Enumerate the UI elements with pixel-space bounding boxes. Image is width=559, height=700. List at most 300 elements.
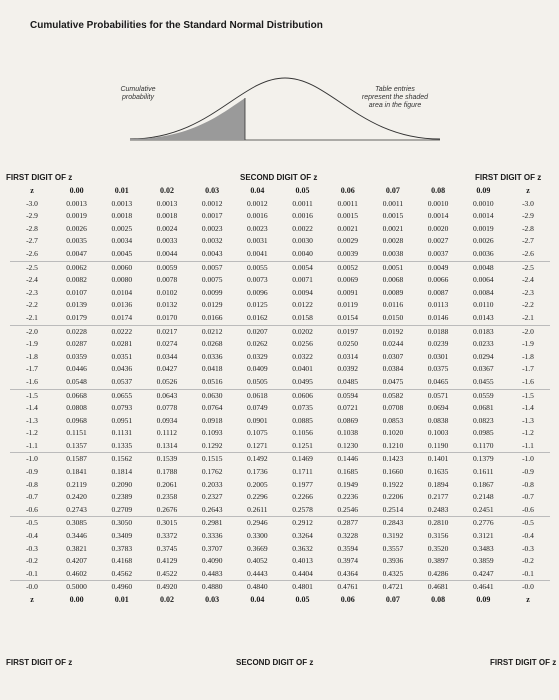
probability-cell: 0.0197 [337,326,359,336]
column-header: 0.03 [205,186,220,195]
probability-cell: 0.0154 [325,312,370,325]
probability-cell: 0.0036 [461,248,506,261]
probability-cell: 0.0384 [382,364,404,374]
probability-cell: 0.0287 [66,339,87,349]
z-value-cell: -1.4 [26,403,38,413]
z-value-cell: -0.6 [10,504,54,517]
column-footer: 0.00 [69,595,84,604]
probability-cell: 0.0721 [337,403,359,413]
probability-cell: 0.1611 [473,467,494,477]
table-row [10,415,550,428]
probability-cell: 0.0017 [201,211,223,221]
probability-cell: 0.0037 [416,248,461,261]
table-row [10,555,550,568]
z-value-cell-right: -3.0 [522,198,534,208]
probability-cell: 0.0294 [473,351,494,361]
probability-cell: 0.1335 [99,440,144,453]
probability-cell: 0.0465 [416,376,461,389]
probability-cell: 0.2296 [247,492,268,502]
probability-cell: 0.0764 [201,403,223,413]
probability-cell: 0.2709 [99,504,144,517]
column-footer: 0.05 [295,595,310,604]
probability-cell: 0.0060 [111,262,133,272]
table-row [10,299,550,312]
probability-cell: 0.1660 [382,467,404,477]
probability-cell: 0.0217 [156,326,178,336]
probability-cell: 0.0901 [247,415,268,425]
probability-cell: 0.0359 [66,351,87,361]
probability-cell: 0.0084 [473,287,494,297]
probability-cell: 0.0043 [190,248,235,261]
probability-cell: 0.4761 [337,582,359,592]
z-value-cell-right: -0.0 [522,582,534,592]
z-value-cell: -2.0 [26,326,38,336]
z-value-cell-right: -2.2 [522,300,534,310]
probability-cell: 0.0013 [156,198,178,208]
probability-cell: 0.2236 [337,492,359,502]
z-column-footer-right: z [526,595,530,604]
z-value-cell-right: -2.0 [522,326,534,336]
z-value-cell: -2.9 [26,211,38,221]
probability-cell: 0.1038 [337,428,359,438]
probability-cell: 0.0166 [190,312,235,325]
probability-cell: 0.0708 [382,403,404,413]
probability-cell: 0.0188 [427,326,449,336]
probability-cell: 0.0250 [337,339,359,349]
column-header: 0.07 [385,186,400,195]
probability-cell: 0.0044 [144,248,189,261]
probability-cell: 0.3085 [66,518,87,528]
table-row [10,530,550,543]
probability-cell: 0.0869 [337,415,359,425]
table-row [10,210,550,223]
probability-cell: 0.0091 [337,287,359,297]
z-value-cell-right: -1.5 [522,390,534,400]
probability-cell: 0.0018 [156,211,178,221]
probability-cell: 0.2177 [427,492,449,502]
normal-curve-figure [110,70,450,150]
probability-cell: 0.2119 [66,479,87,489]
z-value-cell-right: -0.4 [522,531,534,541]
probability-cell: 0.0222 [111,326,133,336]
probability-cell: 0.1977 [292,479,313,489]
z-value-cell: -1.7 [26,364,38,374]
column-header: 0.09 [476,186,491,195]
probability-cell: 0.0022 [292,223,313,233]
probability-cell: 0.0301 [427,351,449,361]
z-value-cell-right: -0.7 [522,492,534,502]
z-value-cell: -0.0 [26,582,38,592]
probability-cell: 0.5000 [66,582,87,592]
z-value-cell: -1.1 [10,440,54,453]
probability-cell: 0.4404 [280,568,325,581]
probability-cell: 0.0446 [66,364,87,374]
probability-cell: 0.0233 [473,339,494,349]
probability-cell: 0.0104 [111,287,133,297]
table-row [10,453,550,466]
probability-cell: 0.0020 [427,223,449,233]
column-footer: 0.03 [205,595,220,604]
probability-cell: 0.3557 [382,543,404,553]
column-header: 0.05 [295,186,310,195]
probability-cell: 0.4681 [427,582,449,592]
probability-cell: 0.4920 [156,582,178,592]
probability-cell: 0.1685 [337,467,359,477]
column-footer: 0.01 [114,595,129,604]
probability-cell: 0.0375 [427,364,449,374]
table-row [10,376,550,389]
probability-cell: 0.4840 [247,582,268,592]
probability-cell: 0.0078 [156,275,178,285]
probability-cell: 0.0033 [156,236,178,246]
probability-cell: 0.1251 [280,440,325,453]
probability-cell: 0.0089 [382,287,404,297]
table-row [10,568,550,581]
probability-cell: 0.0143 [461,312,506,325]
probability-cell: 0.2776 [473,518,494,528]
probability-cell: 0.3015 [156,518,178,528]
probability-cell: 0.0427 [156,364,178,374]
probability-cell: 0.1292 [190,440,235,453]
z-value-cell-right: -0.2 [522,556,534,566]
probability-cell: 0.0136 [111,300,133,310]
probability-cell: 0.0075 [201,275,223,285]
probability-cell: 0.0041 [235,248,280,261]
probability-cell: 0.0630 [201,390,223,400]
probability-cell: 0.0281 [111,339,133,349]
probability-cell: 0.0024 [156,223,178,233]
figure-shaded-area [130,98,245,140]
z-value-cell-right: -1.7 [522,364,534,374]
table-row [10,543,550,556]
probability-cell: 0.0174 [99,312,144,325]
z-value-cell-right: -0.9 [522,467,534,477]
z-value-cell-right: -2.6 [506,248,550,261]
first-digit-footer-left: FIRST DIGIT OF z [6,658,73,667]
probability-cell: 0.0071 [292,275,313,285]
probability-cell: 0.1190 [416,440,461,453]
table-row [10,504,550,517]
probability-cell: 0.0116 [382,300,404,310]
table-row [10,248,550,261]
probability-cell: 0.1711 [292,467,313,477]
z-value-cell: -2.8 [26,223,38,233]
probability-cell: 0.0025 [111,223,133,233]
figure-label-right: Table entries represent the shaded area in the figure [361,86,429,109]
column-header: 0.04 [250,186,265,195]
probability-cell: 0.3669 [247,543,268,553]
probability-cell: 0.2981 [201,518,223,528]
probability-cell: 0.2033 [201,479,223,489]
probability-cell: 0.4721 [382,582,404,592]
probability-cell: 0.0559 [473,390,494,400]
probability-cell: 0.0495 [280,376,325,389]
z-value-cell-right: -0.3 [522,543,534,553]
probability-cell: 0.1423 [382,454,404,464]
probability-cell: 0.0918 [201,415,223,425]
probability-cell: 0.0594 [337,390,359,400]
probability-cell: 0.4364 [325,568,370,581]
probability-cell: 0.3192 [382,531,404,541]
probability-cell: 0.0026 [473,236,494,246]
probability-cell: 0.3821 [66,543,87,553]
probability-cell: 0.3300 [247,531,268,541]
probability-cell: 0.1020 [382,428,404,438]
probability-cell: 0.0735 [292,403,313,413]
probability-cell: 0.0392 [337,364,359,374]
probability-cell: 0.0158 [280,312,325,325]
probability-cell: 0.1230 [325,440,370,453]
probability-cell: 0.0162 [235,312,280,325]
probability-cell: 0.0207 [247,326,268,336]
z-value-cell: -0.9 [26,467,38,477]
probability-cell: 0.0015 [382,211,404,221]
z-value-cell-right: -2.3 [522,287,534,297]
probability-cell: 0.0038 [370,248,415,261]
probability-cell: 0.0793 [111,403,133,413]
probability-cell: 0.0014 [473,211,494,221]
probability-cell: 0.0015 [337,211,359,221]
probability-cell: 0.1003 [427,428,449,438]
probability-cell: 0.0012 [201,198,223,208]
z-value-cell: -0.1 [10,568,54,581]
probability-cell: 0.1788 [156,467,178,477]
probability-cell: 0.1841 [66,467,87,477]
probability-cell: 0.0011 [382,198,404,208]
probability-cell: 0.0139 [66,300,87,310]
probability-cell: 0.0052 [337,262,359,272]
probability-cell: 0.0485 [325,376,370,389]
z-column-footer: z [30,595,34,604]
probability-cell: 0.1271 [235,440,280,453]
probability-cell: 0.0034 [111,236,133,246]
probability-cell: 0.0239 [427,339,449,349]
probability-cell: 0.0055 [247,262,268,272]
probability-cell: 0.1170 [461,440,506,453]
probability-cell: 0.1131 [111,428,132,438]
probability-cell: 0.0110 [473,300,494,310]
probability-cell: 0.1210 [370,440,415,453]
probability-cell: 0.2743 [54,504,99,517]
probability-cell: 0.1736 [247,467,268,477]
table-row [10,325,550,338]
probability-cell: 0.3372 [156,531,178,541]
table-row [10,581,550,594]
probability-cell: 0.0096 [247,287,268,297]
probability-cell: 0.0436 [111,364,133,374]
probability-cell: 0.3897 [427,556,449,566]
probability-cell: 0.1587 [66,454,87,464]
probability-cell: 0.4562 [99,568,144,581]
probability-cell: 0.0019 [66,211,87,221]
probability-cell: 0.0681 [473,403,494,413]
probability-cell: 0.0516 [190,376,235,389]
probability-cell: 0.3336 [201,531,223,541]
z-column-header-right: z [526,186,530,195]
column-header: 0.01 [114,186,129,195]
probability-cell: 0.4168 [111,556,133,566]
z-value-cell-right: -2.7 [522,236,534,246]
probability-cell: 0.4207 [66,556,87,566]
probability-cell: 0.2206 [382,492,404,502]
probability-cell: 0.0073 [247,275,268,285]
probability-cell: 0.0082 [66,275,87,285]
probability-cell: 0.0039 [325,248,370,261]
probability-cell: 0.4641 [473,582,494,592]
probability-cell: 0.0032 [201,236,223,246]
z-value-cell-right: -1.4 [522,403,534,413]
probability-cell: 0.0016 [292,211,313,221]
probability-cell: 0.2420 [66,492,87,502]
column-header: 0.02 [159,186,174,195]
z-value-cell: -0.4 [26,531,38,541]
probability-cell: 0.0069 [337,275,359,285]
probability-cell: 0.4522 [144,568,189,581]
probability-cell: 0.4247 [461,568,506,581]
probability-cell: 0.1446 [337,454,359,464]
probability-cell: 0.0080 [111,275,133,285]
probability-cell: 0.3632 [292,543,313,553]
probability-cell: 0.0401 [292,364,313,374]
probability-cell: 0.0838 [427,415,449,425]
probability-cell: 0.4880 [201,582,223,592]
probability-cell: 0.0027 [427,236,449,246]
probability-cell: 0.0057 [201,262,223,272]
probability-cell: 0.1562 [111,454,133,464]
probability-cell: 0.4443 [235,568,280,581]
z-value-cell-right: -1.6 [506,376,550,389]
probability-cell: 0.0336 [201,351,223,361]
probability-cell: 0.0031 [247,236,268,246]
probability-cell: 0.3483 [473,543,494,553]
probability-cell: 0.0582 [382,390,404,400]
probability-cell: 0.0013 [111,198,133,208]
probability-cell: 0.0051 [382,262,404,272]
probability-cell: 0.2483 [416,504,461,517]
probability-cell: 0.0351 [111,351,133,361]
probability-cell: 0.0045 [99,248,144,261]
probability-cell: 0.0968 [66,415,87,425]
probability-cell: 0.0274 [156,339,178,349]
probability-cell: 0.0011 [337,198,358,208]
z-value-cell-right: -1.9 [522,339,534,349]
probability-cell: 0.1401 [427,454,449,464]
probability-cell: 0.3594 [337,543,359,553]
probability-cell: 0.0212 [201,326,223,336]
probability-cell: 0.0329 [247,351,268,361]
probability-cell: 0.0059 [156,262,178,272]
probability-cell: 0.1635 [427,467,449,477]
probability-cell: 0.0367 [473,364,494,374]
probability-cell: 0.1357 [54,440,99,453]
probability-cell: 0.0102 [156,287,178,297]
probability-cell: 0.2546 [325,504,370,517]
probability-cell: 0.3707 [201,543,223,553]
probability-cell: 0.0268 [201,339,223,349]
probability-cell: 0.2810 [427,518,449,528]
table-row [10,466,550,479]
probability-cell: 0.0068 [382,275,404,285]
probability-cell: 0.2611 [235,504,280,517]
probability-cell: 0.0122 [292,300,313,310]
probability-cell: 0.4483 [190,568,235,581]
probability-cell: 0.0029 [337,236,359,246]
probability-cell: 0.0526 [144,376,189,389]
probability-cell: 0.3446 [66,531,87,541]
probability-cell: 0.0537 [99,376,144,389]
z-value-cell-right: -2.9 [522,211,534,221]
probability-cell: 0.1075 [247,428,268,438]
z-value-cell-right: -1.8 [522,351,534,361]
probability-cell: 0.4129 [156,556,178,566]
first-digit-header-right: FIRST DIGIT OF z [475,173,542,182]
probability-cell: 0.0256 [292,339,313,349]
z-value-cell: -1.0 [26,454,38,464]
table-row [10,440,550,453]
probability-cell: 0.0049 [427,262,449,272]
probability-cell: 0.0694 [427,403,449,413]
z-value-cell: -1.2 [26,428,38,438]
table-row [10,363,550,376]
probability-cell: 0.2005 [247,479,268,489]
probability-cell: 0.0418 [201,364,223,374]
probability-cell: 0.0048 [473,262,494,272]
probability-cell: 0.0010 [427,198,449,208]
probability-cell: 0.0064 [473,275,494,285]
probability-cell: 0.0307 [382,351,404,361]
first-digit-header-left: FIRST DIGIT OF z [6,173,73,182]
probability-cell: 0.0262 [247,339,268,349]
probability-cell: 0.0951 [111,415,133,425]
z-value-cell: -0.3 [26,543,38,553]
probability-cell: 0.3264 [292,531,313,541]
probability-cell: 0.0749 [247,403,268,413]
probability-cell: 0.3974 [337,556,359,566]
first-digit-footer-right: FIRST DIGIT OF z [490,658,557,667]
probability-cell: 0.0985 [473,428,494,438]
z-value-cell-right: -1.3 [522,415,534,425]
probability-cell: 0.0643 [156,390,178,400]
z-value-cell-right: -1.2 [522,428,534,438]
table-row [10,491,550,504]
table-row [10,351,550,364]
column-footer-row [10,594,550,607]
probability-cell: 0.0344 [156,351,178,361]
probability-cell: 0.1112 [156,428,177,438]
probability-cell: 0.0129 [201,300,223,310]
probability-cell: 0.3050 [111,518,133,528]
probability-cell: 0.1151 [66,428,87,438]
z-value-cell: -2.3 [26,287,38,297]
table-row [10,198,550,211]
column-footer: 0.02 [159,595,174,604]
column-footer: 0.08 [431,595,446,604]
z-table [10,185,550,607]
probability-cell: 0.1469 [292,454,313,464]
z-value-cell-right: -0.8 [522,479,534,489]
probability-cell: 0.0016 [247,211,268,221]
probability-cell: 0.0548 [54,376,99,389]
probability-cell: 0.2061 [156,479,178,489]
probability-cell: 0.0778 [156,403,178,413]
probability-cell: 0.3121 [473,531,494,541]
page-title: Cumulative Probabilities for the Standard Normal Distribution [30,20,323,31]
z-value-cell: -1.3 [26,415,38,425]
probability-cell: 0.4960 [111,582,133,592]
probability-cell: 0.3520 [427,543,449,553]
probability-cell: 0.4286 [416,568,461,581]
probability-cell: 0.0808 [66,403,87,413]
